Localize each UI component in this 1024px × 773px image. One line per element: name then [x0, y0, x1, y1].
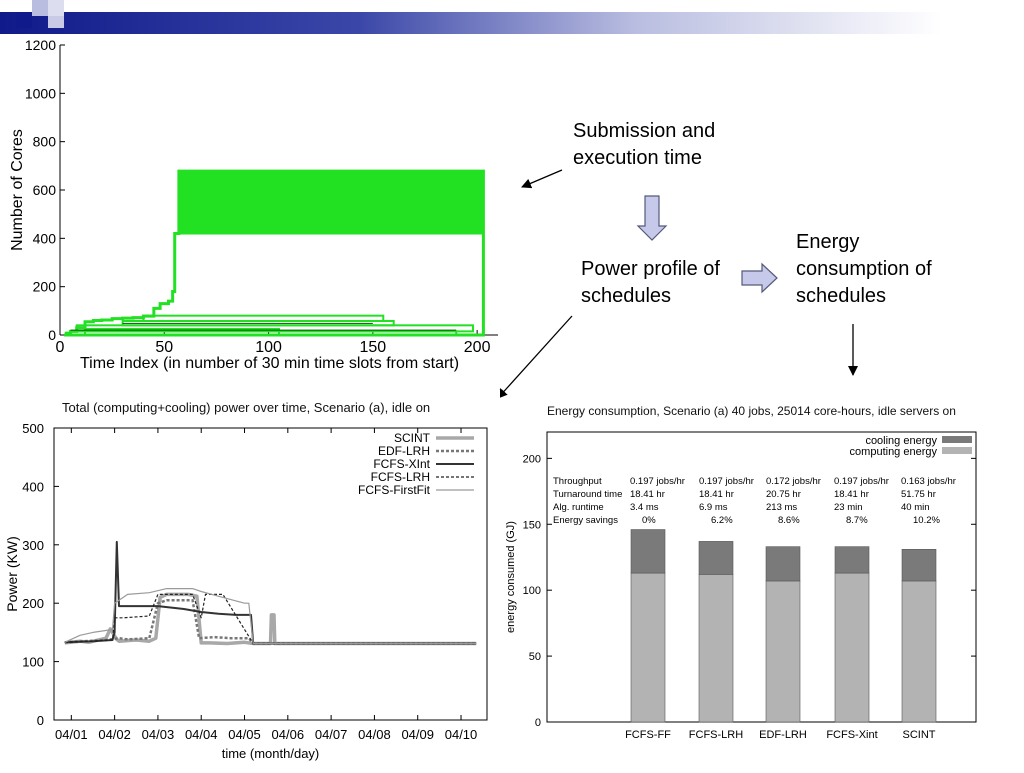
job-block	[143, 316, 383, 321]
legend-label: EDF-LRH	[377, 444, 430, 458]
y-tick-label: 400	[32, 230, 56, 247]
x-axis-label: Time Index (in number of 30 min time slots from start)	[80, 355, 460, 372]
y-tick-label: 400	[22, 479, 44, 495]
job-block	[179, 171, 481, 233]
x-tick-label: 0	[55, 339, 65, 356]
annotation-row-label: Energy savings	[553, 515, 618, 526]
x-tick-label: 04/10	[444, 727, 478, 742]
annotation-row-label: Turnaround time	[553, 489, 623, 500]
x-tick-label: FCFS-FF	[625, 729, 671, 741]
y-tick-label: 1000	[24, 85, 56, 102]
y-tick-label: 1200	[24, 37, 56, 53]
power-chart-title: Total (computing+cooling) power over time, Scenario (a), idle on	[62, 400, 431, 415]
annotation-value: 8.7%	[846, 515, 868, 526]
annotation-value: 40 min	[901, 502, 930, 513]
left-arrow	[522, 170, 562, 187]
annotation-value: 23 min	[834, 502, 863, 513]
x-tick-label: SCINT	[902, 729, 936, 741]
bar-computing-energy	[631, 573, 665, 722]
y-tick-label: 100	[22, 654, 44, 670]
y-tick-label: 0	[534, 717, 541, 729]
y-tick-label: 100	[522, 585, 541, 598]
annotation-value: 18.41 hr	[630, 489, 665, 500]
y-tick-label: 200	[32, 278, 56, 295]
bar-cooling-energy	[699, 541, 733, 574]
x-tick-label: 04/02	[98, 727, 131, 742]
annotation-value: 0.163 jobs/hr	[901, 476, 956, 487]
y-tick-label: 800	[32, 133, 56, 150]
right-arrow	[742, 264, 777, 292]
annotation-value: 18.41 hr	[834, 489, 869, 500]
y-axis-label: Number of Cores	[9, 129, 26, 251]
legend-label: FCFS-FirstFit	[358, 483, 430, 497]
legend-label: FCFS-LRH	[370, 470, 430, 484]
down-arrow	[638, 196, 666, 240]
y-axis-label: Power (KW)	[4, 536, 20, 612]
y-tick-label: 0	[36, 713, 44, 728]
x-tick-label: 04/06	[271, 727, 305, 742]
power-profile-label: Power profile of schedules	[581, 258, 720, 307]
annotation-value: 0.197 jobs/hr	[699, 476, 754, 487]
bar-cooling-energy	[631, 530, 665, 574]
x-tick-label: 04/08	[358, 727, 391, 742]
annotation-value: 8.6%	[778, 515, 800, 526]
x-tick-label: 04/01	[55, 727, 88, 742]
bar-computing-energy	[902, 581, 936, 722]
energy-chart	[500, 398, 1024, 768]
x-tick-label: 04/07	[314, 727, 348, 742]
annotation-value: 10.2%	[913, 515, 940, 526]
y-tick-label: 200	[522, 453, 541, 466]
annotation-value: 0%	[642, 515, 656, 526]
y-tick-label: 150	[522, 519, 541, 532]
title-bar-gradient	[0, 12, 1024, 34]
annotation-value: 6.9 ms	[699, 502, 728, 513]
bar-cooling-energy	[835, 547, 869, 573]
x-tick-label: FCFS-LRH	[688, 729, 744, 741]
y-tick-label: 600	[32, 182, 56, 198]
bar-cooling-energy	[766, 547, 800, 581]
legend-label: computing energy	[849, 446, 937, 458]
x-tick-label: 150	[359, 339, 387, 356]
x-tick-label: 04/05	[228, 727, 261, 742]
decorative-square-light	[48, 0, 64, 16]
x-tick-label: 100	[255, 339, 282, 356]
x-tick-label: EDF-LRH	[759, 729, 807, 741]
down-left-arrow	[498, 316, 572, 398]
energy-chart-title: Energy consumption, Scenario (a) 40 jobs, 25014 core-hours, idle servers on	[547, 404, 956, 418]
legend-swatch	[942, 436, 972, 443]
y-axis-label: energy consumed (GJ)	[505, 521, 517, 633]
bar-cooling-energy	[902, 549, 936, 581]
annotation-value: 0.172 jobs/hr	[766, 476, 821, 487]
x-tick-label: 50	[155, 339, 174, 356]
x-tick-label: 04/04	[184, 727, 218, 742]
legend-label: FCFS-XInt	[373, 457, 430, 471]
cores-chart	[8, 35, 504, 375]
power-chart	[0, 390, 500, 768]
annotation-value: 3.4 ms	[630, 502, 659, 513]
annotation-row-label: Throughput	[553, 476, 602, 487]
bar-computing-energy	[835, 573, 869, 722]
annotation-value: 6.2%	[711, 515, 733, 526]
legend-label: SCINT	[394, 431, 430, 445]
decorative-square-light	[32, 0, 48, 16]
legend-label: cooling energy	[865, 435, 937, 447]
x-tick-label: FCFS-Xint	[826, 729, 878, 741]
energy-consumption-label: Energy consumption of schedules	[796, 231, 932, 307]
annotation-value: 18.41 hr	[699, 489, 734, 500]
y-tick-label: 200	[22, 596, 44, 612]
x-axis-label: time (month/day)	[221, 746, 320, 761]
submission-label: Submission and execution time	[573, 120, 716, 169]
x-tick-label: 04/03	[141, 727, 175, 742]
energy-chart-panel	[500, 398, 1024, 768]
legend-swatch	[942, 447, 972, 454]
power-chart-panel	[0, 390, 500, 768]
bar-computing-energy	[766, 581, 800, 722]
series-line-scint	[65, 594, 476, 643]
annotation-value: 0.197 jobs/hr	[834, 476, 889, 487]
cores-chart-panel	[8, 35, 504, 375]
y-tick-label: 0	[48, 327, 56, 343]
annotation-row-label: Alg. runtime	[553, 502, 604, 513]
x-tick-label: 04/09	[401, 727, 434, 742]
bar-computing-energy	[699, 574, 733, 722]
annotation-value: 20.75 hr	[766, 489, 801, 500]
annotation-value: 0.197 jobs/hr	[630, 476, 685, 487]
y-tick-label: 300	[22, 537, 44, 553]
annotation-value: 213 ms	[766, 502, 798, 513]
y-tick-label: 50	[528, 651, 541, 664]
x-tick-label: 200	[463, 339, 491, 356]
annotation-value: 51.75 hr	[901, 489, 936, 500]
decorative-square-dark	[16, 12, 32, 28]
y-tick-label: 500	[22, 421, 44, 436]
